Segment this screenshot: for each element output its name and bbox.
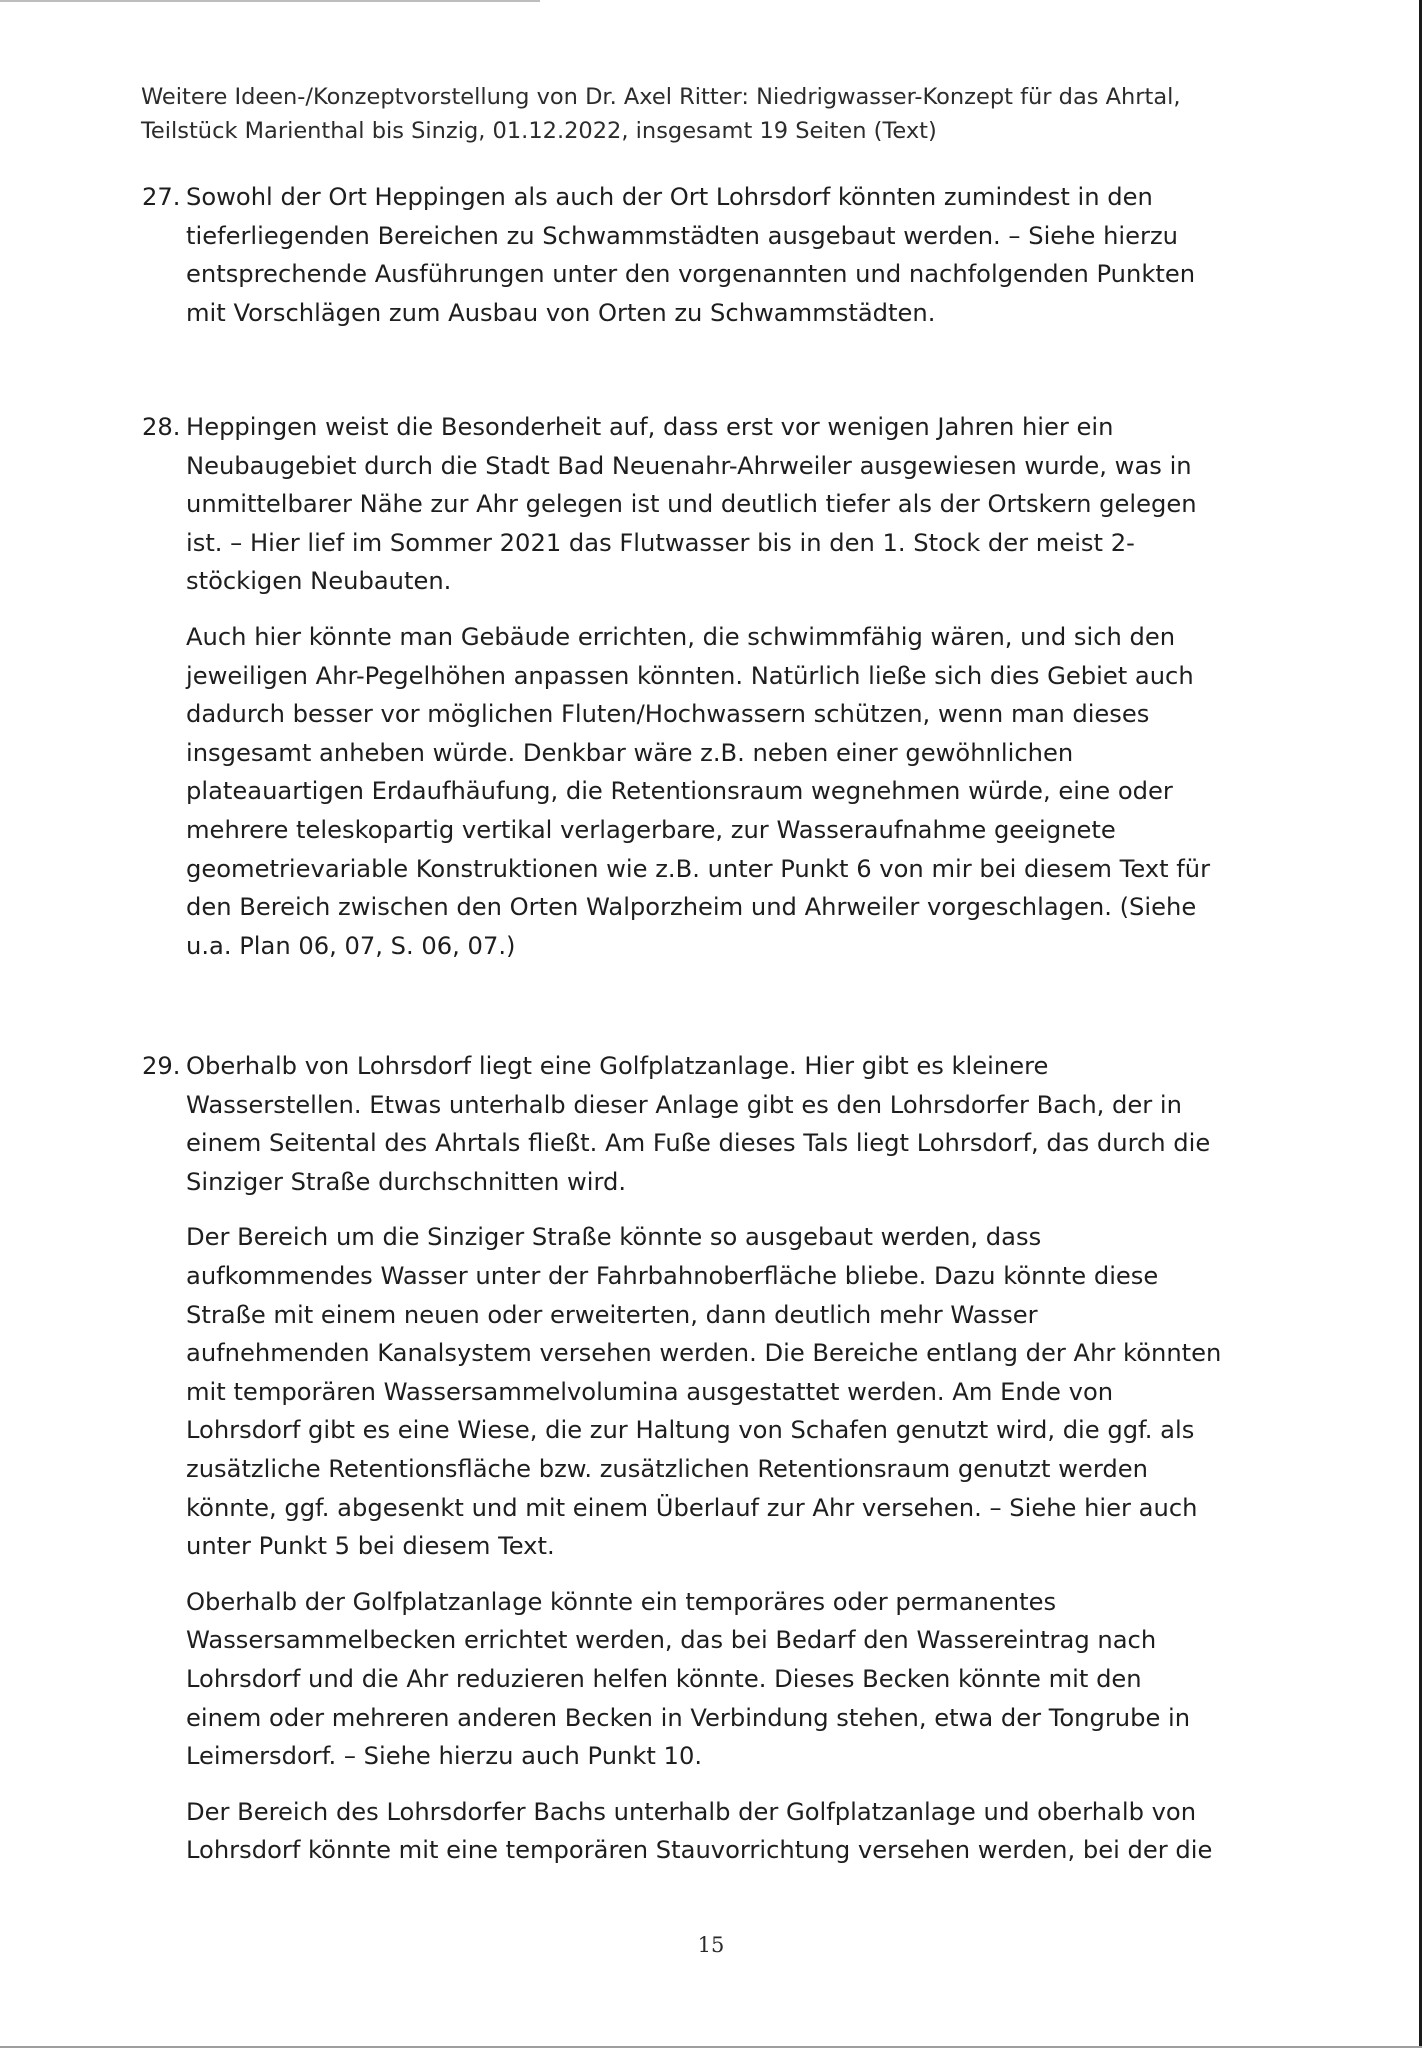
text-line: Wassersammelbecken errichtet werden, das bei Bedarf den Wassereintrag nach: [186, 1626, 1157, 1655]
text-line: mit temporären Wassersammelvolumina ausgestattet werden. Am Ende von: [186, 1377, 1114, 1406]
text-line: aufnehmenden Kanalsystem versehen werden. Die Bereiche entlang der Ahr könnten: [186, 1339, 1222, 1368]
text-line: Heppingen weist die Besonderheit auf, dass erst vor wenigen Jahren hier ein: [186, 413, 1114, 441]
text-line: geometrievariable Konstruktionen wie z.B. unter Punkt 6 von mir bei diesem Text für: [186, 854, 1211, 883]
text-line: Oberhalb der Golfplatzanlage könnte ein temporäres oder permanentes: [186, 1587, 1057, 1616]
text-line: einem Seitental des Ahrtals fließt. Am Fuße dieses Tals liegt Lohrsdorf, das durch die: [186, 1129, 1211, 1158]
page-number: 15: [697, 1933, 725, 1957]
item-number: 27.: [142, 183, 181, 211]
text-line: mehrere teleskopartig vertikal verlagerbare, zur Wasseraufnahme geeignete: [186, 815, 1116, 844]
text-line: Lohrsdorf könnte mit eine temporären Stauvorrichtung versehen werden, bei der die: [186, 1836, 1213, 1865]
header-line-2: Teilstück Marienthal bis Sinzig, 01.12.2022, insgesamt 19 Seiten (Text): [141, 118, 937, 144]
paragraph: [186, 1583, 1266, 1776]
text-line: entsprechende Ausführungen unter den vorgenannten und nachfolgenden Punkten: [186, 260, 1196, 289]
list-item-27: [142, 178, 1266, 332]
list-item-29: [142, 1047, 1266, 1870]
text-line: Neubaugebiet durch die Stadt Bad Neuenahr-Ahrweiler ausgewiesen wurde, was in: [186, 451, 1192, 480]
text-line: könnte, ggf. abgesenkt und mit einem Überlauf zur Ahr versehen. – Siehe hier auch: [186, 1493, 1198, 1522]
paragraph: [186, 1047, 1266, 1201]
text-line: den Bereich zwischen den Orten Walporzheim und Ahrweiler vorgeschlagen. (Siehe: [186, 893, 1197, 922]
text-line: jeweiligen Ahr-Pegelhöhen anpassen könnten. Natürlich ließe sich dies Gebiet auch: [186, 661, 1194, 690]
text-line: unmittelbarer Nähe zur Ahr gelegen ist und deutlich tiefer als der Ortskern gelegen: [186, 490, 1197, 519]
text-line: Oberhalb von Lohrsdorf liegt eine Golfplatzanlage. Hier gibt es kleinere: [186, 1052, 1049, 1080]
text-line: Wasserstellen. Etwas unterhalb dieser Anlage gibt es den Lohrsdorfer Bach, der in: [186, 1090, 1182, 1119]
header-line-1: Weitere Ideen-/Konzeptvorstellung von Dr. Axel Ritter: Niedrigwasser-Konzept für das Ahrtal,: [141, 84, 1181, 110]
text-line: Leimersdorf. – Siehe hierzu auch Punkt 10.: [186, 1742, 703, 1771]
text-line: Lohrsdorf gibt es eine Wiese, die zur Haltung von Schafen genutzt wird, die ggf. als: [186, 1416, 1195, 1445]
text-line: dadurch besser vor möglichen Fluten/Hochwassern schützen, wenn man dieses: [186, 700, 1150, 729]
text-line: u.a. Plan 06, 07, S. 06, 07.): [186, 931, 516, 960]
item-number: 28.: [142, 413, 181, 441]
text-line: stöckigen Neubauten.: [186, 567, 452, 596]
text-line: Straße mit einem neuen oder erweiterten, dann deutlich mehr Wasser: [186, 1300, 1038, 1329]
text-line: Lohrsdorf und die Ahr reduzieren helfen könnte. Dieses Becken könnte mit den: [186, 1664, 1142, 1693]
paragraph: [186, 618, 1266, 965]
scan-edge-top: [0, 0, 540, 2]
item-number: 29.: [142, 1052, 181, 1080]
paragraph: [186, 1218, 1266, 1565]
text-line: ist. – Hier lief im Sommer 2021 das Flutwasser bis in den 1. Stock der meist 2-: [186, 528, 1135, 557]
text-line: Sowohl der Ort Heppingen als auch der Ort Lohrsdorf könnten zumindest in den: [186, 183, 1153, 211]
text-line: aufkommendes Wasser unter der Fahrbahnoberfläche bliebe. Dazu könnte diese: [186, 1261, 1159, 1290]
text-line: zusätzliche Retentionsfläche bzw. zusätzlichen Retentionsraum genutzt werden: [186, 1454, 1148, 1483]
text-line: Der Bereich des Lohrsdorfer Bachs unterhalb der Golfplatzanlage und oberhalb von: [186, 1797, 1197, 1826]
document-header: [141, 80, 1321, 148]
text-line: plateauartigen Erdaufhäufung, die Retentionsraum wegnehmen würde, eine oder: [186, 777, 1173, 806]
text-line: mit Vorschlägen zum Ausbau von Orten zu Schwammstädten.: [186, 298, 936, 327]
text-line: unter Punkt 5 bei diesem Text.: [186, 1532, 555, 1561]
text-line: Auch hier könnte man Gebäude errichten, die schwimmfähig wären, und sich den: [186, 622, 1176, 651]
text-line: Der Bereich um die Sinziger Straße könnte so ausgebaut werden, dass: [186, 1223, 1042, 1252]
text-line: Sinziger Straße durchschnitten wird.: [186, 1167, 627, 1196]
paragraph: [186, 178, 1266, 332]
list-item-28: [142, 408, 1266, 965]
paragraph: [186, 1793, 1266, 1870]
text-line: insgesamt anheben würde. Denkbar wäre z.B. neben einer gewöhnlichen: [186, 738, 1074, 767]
text-line: tieferliegenden Bereichen zu Schwammstädten ausgebaut werden. – Siehe hierzu: [186, 221, 1178, 250]
text-line: einem oder mehreren anderen Becken in Verbindung stehen, etwa der Tongrube in: [186, 1703, 1191, 1732]
paragraph: [186, 408, 1266, 601]
